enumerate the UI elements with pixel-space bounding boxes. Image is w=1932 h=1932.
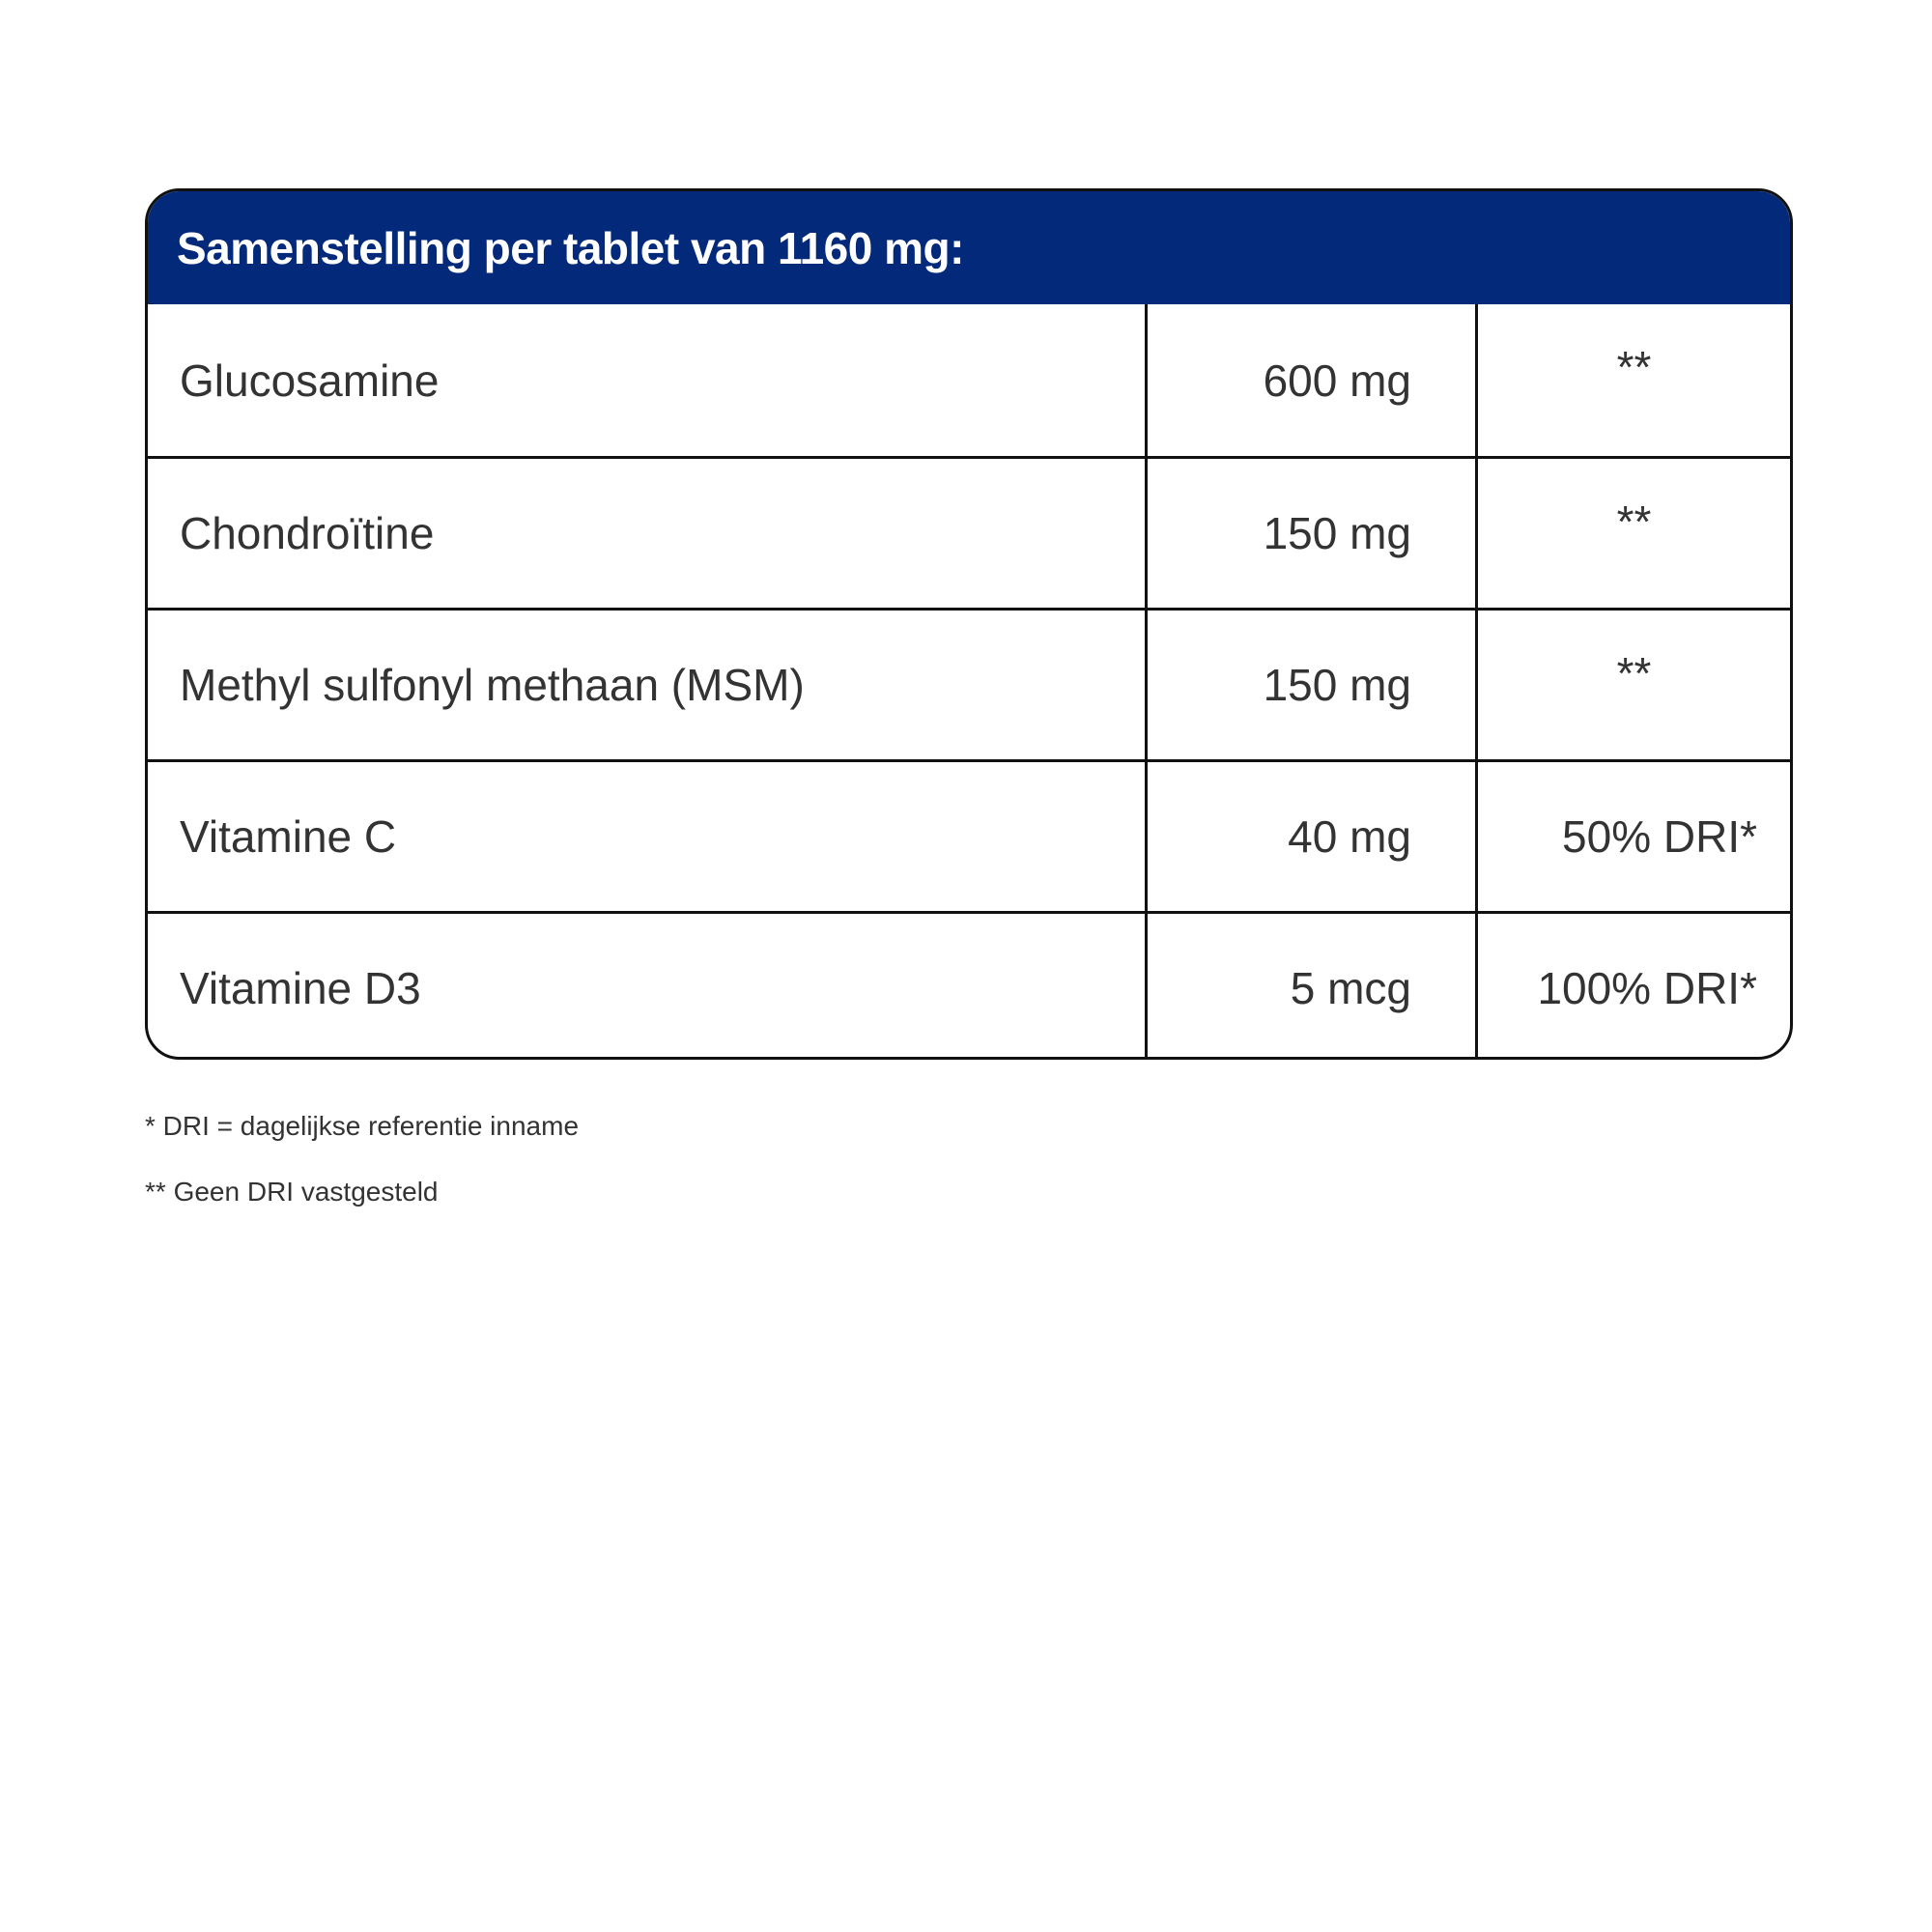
ingredient-dri: ** — [1616, 648, 1652, 698]
table-body — [148, 304, 1790, 1060]
ingredient-name: Vitamine C — [148, 762, 1148, 911]
ingredient-dri: 100% DRI* — [1537, 963, 1757, 1013]
ingredient-amount: 150 mg — [1148, 459, 1478, 608]
table-row — [148, 456, 1790, 608]
table-row — [148, 608, 1790, 759]
ingredient-dri: 50% DRI* — [1562, 811, 1757, 862]
composition-table — [145, 188, 1793, 1060]
ingredient-dri: ** — [1616, 342, 1652, 392]
ingredient-amount: 40 mg — [1148, 762, 1478, 911]
ingredient-name: Methyl sulfonyl methaan (MSM) — [148, 611, 1148, 759]
ingredient-amount: 5 mcg — [1148, 914, 1478, 1060]
table-row — [148, 304, 1790, 456]
footnote-no-dri: ** Geen DRI vastgesteld — [145, 1177, 439, 1207]
table-row — [148, 911, 1790, 1060]
ingredient-name: Chondroïtine — [148, 459, 1148, 608]
ingredient-name: Glucosamine — [148, 304, 1148, 456]
table-row — [148, 759, 1790, 911]
table-title: Samenstelling per tablet van 1160 mg: — [148, 191, 1790, 304]
footnotes — [145, 1109, 579, 1240]
footnote-dri-definition: * DRI = dagelijkse referentie inname — [145, 1111, 580, 1141]
ingredient-dri: ** — [1616, 497, 1652, 547]
ingredient-name: Vitamine D3 — [148, 914, 1148, 1060]
ingredient-amount: 600 mg — [1148, 304, 1478, 456]
ingredient-amount: 150 mg — [1148, 611, 1478, 759]
